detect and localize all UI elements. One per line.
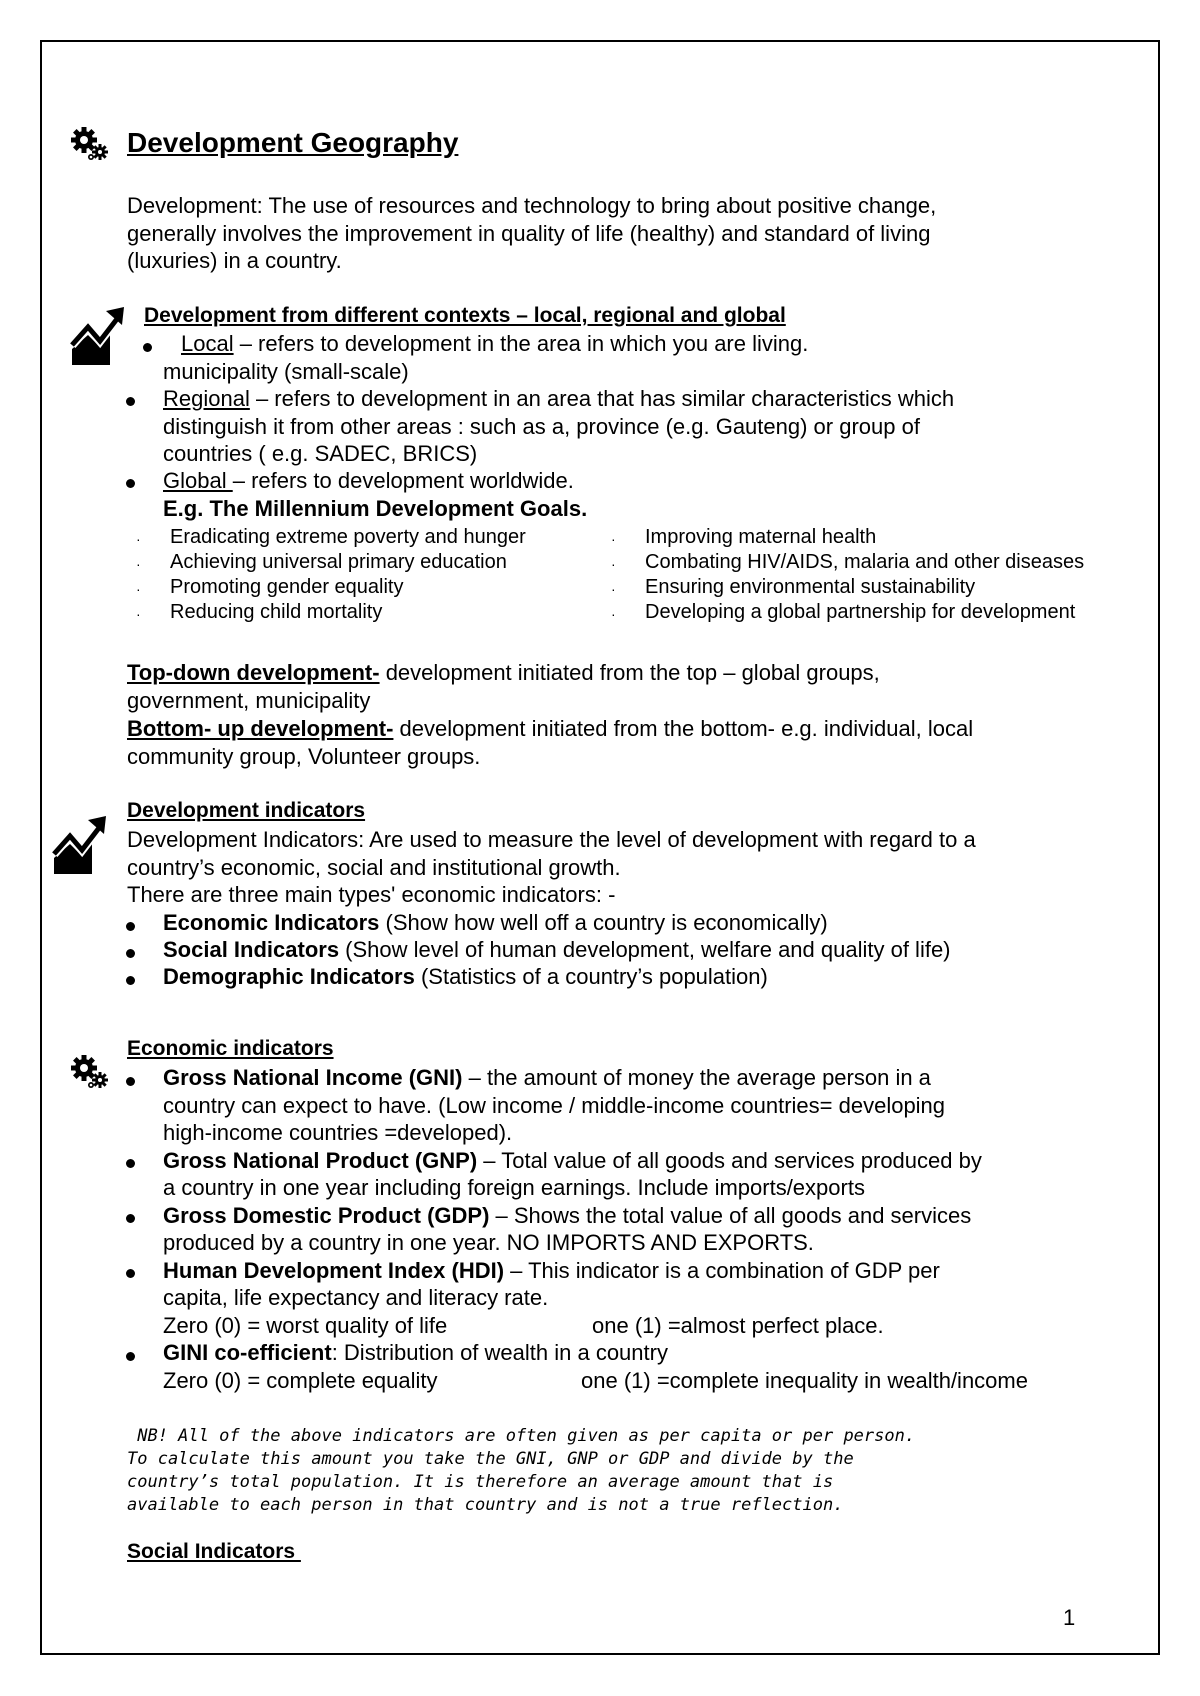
indicator-text: (Show how well off a country is economically) <box>379 910 828 935</box>
indicator-text: (Show level of human development, welfare and quality of life) <box>339 937 951 962</box>
gni-line-3: high-income countries =developed). <box>163 1120 513 1145</box>
topdown-term: Top-down development- <box>127 660 380 685</box>
note-line-4: available to each person in that country and is not a true reflection. <box>127 1495 844 1515</box>
economic-heading: Economic indicators <box>127 1037 334 1060</box>
bottomup-text: development initiated from the bottom- e.g. individual, local <box>393 716 974 741</box>
social-heading: Social Indicators <box>127 1540 301 1563</box>
regional-line-2: distinguish it from other areas : such as a, province (e.g. Gauteng) or group of <box>163 413 920 439</box>
goal-left-3: Promoting gender equality <box>170 576 404 598</box>
hdi-zero: Zero (0) = worst quality of life <box>163 1312 448 1338</box>
gni-item <box>163 1064 931 1092</box>
indicator-text: (Statistics of a country’s population) <box>414 964 768 989</box>
gdp-line-2: produced by a country in one year. NO IMPORTS AND EXPORTS. <box>163 1230 814 1255</box>
contexts-heading: Development from different contexts – local, regional and global <box>144 304 786 327</box>
bottomup-item <box>127 715 973 743</box>
indicator-term: Economic Indicators <box>163 910 380 935</box>
bullet <box>126 976 135 985</box>
gnp-text: – Total value of all goods and services produced by <box>477 1147 982 1173</box>
goal-marker: · <box>611 606 616 622</box>
regional-line-3: countries ( e.g. SADEC, BRICS) <box>163 441 478 466</box>
hdi-one: one (1) =almost perfect place. <box>592 1312 884 1338</box>
goal-left-4: Reducing child mortality <box>170 601 383 623</box>
gdp-text: – Shows the total value of all goods and services <box>489 1202 972 1228</box>
hdi-item <box>163 1257 940 1285</box>
bottomup-term: Bottom- up development- <box>127 716 394 741</box>
goal-right-1: Improving maternal health <box>645 526 877 548</box>
goal-marker: · <box>136 531 141 547</box>
page-number: 1 <box>1063 1605 1076 1630</box>
goal-right-3: Ensuring environmental sustainability <box>645 576 976 598</box>
global-item <box>163 467 574 495</box>
gini-item <box>163 1339 668 1367</box>
gini-zero: Zero (0) = complete equality <box>163 1367 438 1393</box>
gdp-term: Gross Domestic Product (GDP) <box>163 1202 490 1228</box>
bullet <box>126 1077 135 1086</box>
bottomup-line-2: community group, Volunteer groups. <box>127 744 481 769</box>
goal-marker: · <box>136 581 141 597</box>
indicator-item-3 <box>163 963 768 991</box>
bullet <box>126 922 135 931</box>
bullet <box>126 397 135 406</box>
goal-right-2: Combating HIV/AIDS, malaria and other diseases <box>645 551 1085 573</box>
gears-icon <box>70 1054 110 1090</box>
gnp-line-2: a country in one year including foreign earnings. Include imports/exports <box>163 1175 865 1200</box>
global-term: Global <box>163 468 233 493</box>
note-line-1: NB! All of the above indicators are often given as per capita or per person. <box>127 1426 916 1446</box>
mdg-heading: E.g. The Millennium Development Goals. <box>163 496 588 521</box>
local-item <box>181 330 808 358</box>
gnp-term: Gross National Product (GNP) <box>163 1147 478 1173</box>
topdown-text: development initiated from the top – global groups, <box>379 660 880 685</box>
indicators-line-1: Development Indicators: Are used to measure the level of development with regard to a <box>127 827 976 852</box>
note-line-2: To calculate this amount you take the GNI, GNP or GDP and divide by the <box>127 1449 854 1469</box>
indicators-heading: Development indicators <box>127 799 366 822</box>
goal-right-4: Developing a global partnership for development <box>645 601 1076 623</box>
regional-item <box>163 385 954 413</box>
bullet <box>126 1269 135 1278</box>
definition-line-3: (luxuries) in a country. <box>127 248 342 273</box>
indicator-item-1 <box>163 909 828 937</box>
global-text: – refers to development worldwide. <box>232 468 574 493</box>
goal-left-2: Achieving universal primary education <box>170 551 507 573</box>
local-line-2: municipality (small-scale) <box>163 358 409 384</box>
goal-marker: · <box>611 531 616 547</box>
gni-line-2: country can expect to have. (Low income / middle-income countries= developing <box>163 1092 946 1118</box>
growth-chart-icon <box>70 305 126 367</box>
local-term: Local <box>181 331 234 356</box>
regional-term: Regional <box>163 386 250 411</box>
indicator-term: Social Indicators <box>163 937 340 962</box>
topdown-item <box>127 659 880 687</box>
hdi-text: – This indicator is a combination of GDP per <box>504 1257 940 1283</box>
bullet <box>126 1214 135 1223</box>
topdown-line-2: government, municipality <box>127 688 371 713</box>
indicator-item-2 <box>163 936 951 964</box>
bullet <box>126 949 135 958</box>
gni-text: – the amount of money the average person in a <box>462 1065 931 1090</box>
local-text: – refers to development in the area in which you are living. <box>233 331 809 356</box>
growth-chart-icon <box>52 814 108 876</box>
bullet <box>126 479 135 488</box>
goal-marker: · <box>136 606 141 622</box>
goal-marker: · <box>611 581 616 597</box>
indicator-term: Demographic Indicators <box>163 964 415 989</box>
bullet <box>126 1352 135 1361</box>
definition-line-2: generally involves the improvement in quality of life (healthy) and standard of living <box>127 220 931 246</box>
bullet <box>143 343 152 352</box>
gears-icon <box>70 126 110 162</box>
hdi-line-2: capita, life expectancy and literacy rate. <box>163 1285 549 1310</box>
definition-line-1: Development: The use of resources and technology to bring about positive change, <box>127 193 937 218</box>
gdp-item <box>163 1202 971 1230</box>
goal-left-1: Eradicating extreme poverty and hunger <box>170 526 526 548</box>
gnp-item <box>163 1147 982 1175</box>
goal-marker: · <box>136 556 141 572</box>
note-line-3: country’s total population. It is therefore an average amount that is <box>127 1472 834 1492</box>
gini-text: : Distribution of wealth in a country <box>331 1340 668 1365</box>
bullet <box>126 1159 135 1168</box>
gni-term: Gross National Income (GNI) <box>163 1065 463 1090</box>
hdi-term: Human Development Index (HDI) <box>163 1257 505 1283</box>
gini-one: one (1) =complete inequality in wealth/income <box>581 1367 1028 1393</box>
page-title: Development Geography <box>127 127 459 158</box>
indicators-line-3: There are three main types' economic indicators: - <box>127 882 616 907</box>
goal-marker: · <box>611 556 616 572</box>
gini-term: GINI co-efficient <box>163 1340 332 1365</box>
regional-text: – refers to development in an area that has similar characteristics which <box>249 386 955 411</box>
indicators-line-2: country’s economic, social and institutional growth. <box>127 855 621 880</box>
